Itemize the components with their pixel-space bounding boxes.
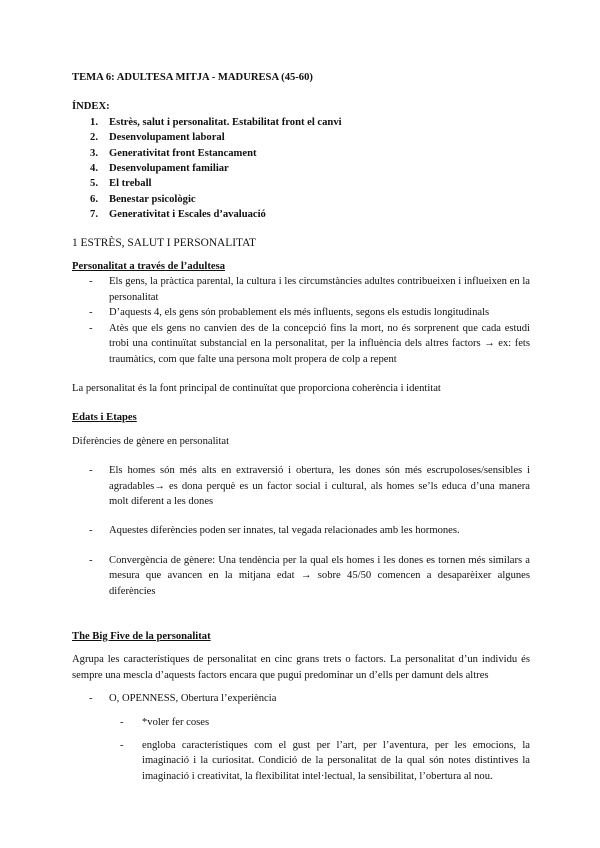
paragraph: Agrupa les característiques de personalitat en cinc grans trets o factors. La personalitat d’un individu és sempre una mescla d’aquests factors encara que pugui predominar un d’ells per damunt dels altres — [72, 654, 530, 681]
subsection-heading: Edats i Etapes — [72, 412, 137, 424]
index-item: 5. El treball — [90, 178, 152, 190]
index-item: 2. Desenvolupament laboral — [90, 132, 225, 144]
index-item: 6. Benestar psicològic — [90, 193, 196, 205]
index-item: 3. Generativitat front Estancament — [90, 147, 257, 159]
document-page — [72, 70, 530, 784]
subsection-heading: Personalitat a través de l’adultesa — [72, 261, 225, 273]
paragraph: Diferències de gènere en personalitat — [72, 435, 230, 447]
bullet-list — [72, 463, 530, 509]
subsection-heading: The Big Five de la personalitat — [72, 630, 211, 642]
list-item: - Els gens, la pràctica parental, la cultura i les circumstàncies adultes contribueixen i influeixen en la personalitat — [89, 276, 530, 303]
bullet-list — [72, 523, 530, 538]
sub-bullet-list — [72, 738, 530, 784]
index-list — [72, 115, 530, 223]
list-item: - O, OPENNESS, Obertura l’experiència — [89, 693, 277, 705]
section-heading: 1 ESTRÈS, SALUT I PERSONALITAT — [72, 236, 256, 249]
list-item: - *voler fer coses — [120, 716, 210, 728]
list-item: - D’aquests 4, els gens són probablement els més influents, segons els estudis longitudinals — [89, 307, 490, 319]
list-item: - Aquestes diferències poden ser innates, tal vegada relacionades amb les hormones. — [89, 525, 460, 537]
bullet-list — [72, 553, 530, 599]
index-item: 4. Desenvolupament familiar — [90, 163, 229, 175]
list-item: - engloba característiques com el gust per l’art, per l’aventura, per les emocions, la imaginació i la curiositat. Condició de la personalitat de la qual són notes distintives la imaginació i creativitat, la flexibilitat intel·lectual, la sensibilitat, l’obertura al nou. — [120, 740, 530, 782]
list-item: - Convergència de gènere: Una tendència per la qual els homes i les dones es tornen més similars a mesura que avancen en la mitjana edat → sobre 45/50 comencen a desaparèixer algunes diferències — [89, 554, 530, 597]
document-title: TEMA 6: ADULTESA MITJA - MADURESA (45-60) — [72, 72, 313, 83]
index-item: 7. Generativitat i Escales d’avaluació — [90, 209, 266, 221]
sub-bullet-list — [72, 715, 530, 730]
paragraph: La personalitat és la font principal de continuïtat que proporciona coherència i identitat — [72, 382, 441, 394]
list-item: - Els homes són més alts en extraversió i obertura, les dones són més escrupoloses/sensibles i agradables→ es dona perquè es un factor social i cultural, als homes se’ls educa d’una manera molt diferent a les dones — [89, 465, 530, 507]
list-item: - Atès que els gens no canvien des de la concepció fins la mort, no és sorprenent que cada estudi trobi una continuïtat substancial en la personalitat, per la influència dels altres factors → ex: fets traumàtics, com que falte una persona molt propera de colp a repent — [89, 322, 530, 365]
index-heading: ÍNDEX: — [72, 101, 110, 113]
index-item: 1. Estrès, salut i personalitat. Estabilitat front el canvi — [90, 116, 342, 128]
bullet-list — [72, 691, 530, 706]
bullet-list — [72, 274, 530, 366]
